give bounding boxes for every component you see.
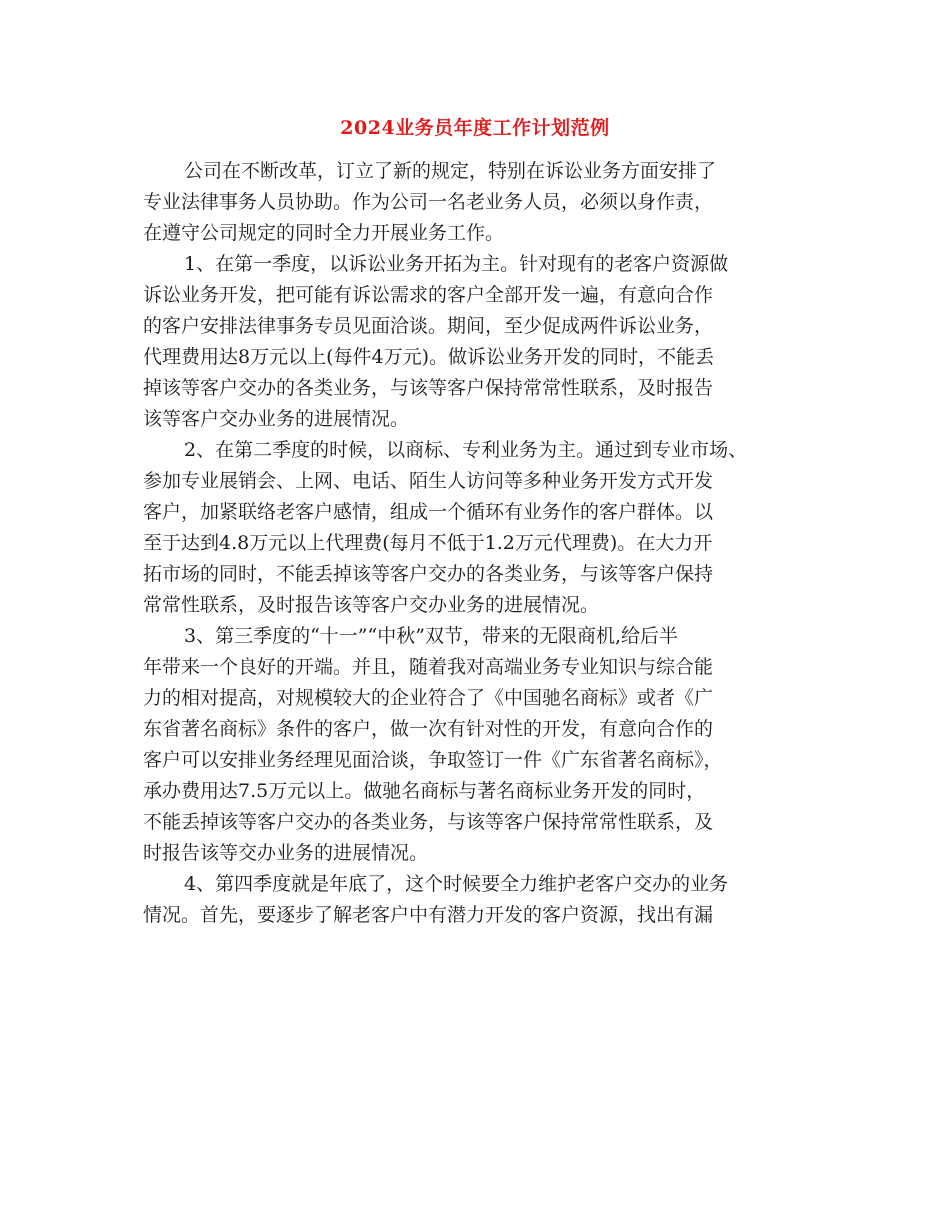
paragraph-5 [143,869,823,931]
paragraph-2 [143,249,823,435]
paragraph-line: 时报告该等交办业务的进展情况。 [143,842,429,864]
paragraph-line: 代理费用达8万元以上(每件4万元)。做诉讼业务开发的同时，不能丢 [143,346,715,368]
paragraph-line: 拓市场的同时，不能丢掉该等客户交办的各类业务，与该等客户保持 [143,563,714,585]
paragraph-line: 客户可以安排业务经理见面洽谈，争取签订一件《广东省著名商标》， [143,749,723,771]
paragraph-1 [143,156,823,249]
paragraph-line: 的客户安排法律事务专员见面洽谈。期间，至少促成两件诉讼业务， [143,315,714,337]
paragraph-line: 1、在第一季度，以诉讼业务开拓为主。针对现有的老客户资源做 [184,253,729,275]
paragraph-3 [143,435,823,621]
paragraph-line: 诉讼业务开发，把可能有诉讼需求的客户全部开发一遍，有意向合作 [143,284,714,306]
paragraph-line: 2、在第二季度的时候，以商标、专利业务为主。通过到专业市场、 [184,439,748,461]
paragraph-line: 至于达到4.8万元以上代理费(每月不低于1.2万元代理费)。在大力开 [143,532,713,554]
paragraph-line: 4、第四季度就是年底了，这个时候要全力维护老客户交办的业务 [184,873,729,895]
paragraph-line: 常常性联系，及时报告该等客户交办业务的进展情况。 [143,594,600,616]
paragraph-line: 掉该等客户交办的各类业务，与该等客户保持常常性联系，及时报告 [143,377,714,399]
paragraph-line: 在遵守公司规定的同时全力开展业务工作。 [143,222,505,244]
paragraph-line: 年带来一个良好的开端。并且，随着我对高端业务专业知识与综合能 [143,656,714,678]
document-body [143,156,823,931]
document-title: 2024业务员年度工作计划范例 [340,117,610,139]
paragraph-line: 力的相对提高，对规模较大的企业符合了《中国驰名商标》或者《广 [143,687,714,709]
paragraph-line: 参加专业展销会、上网、电话、陌生人访问等多种业务开发方式开发 [143,470,714,492]
paragraph-4 [143,621,823,869]
paragraph-line: 客户，加紧联络老客户感情，组成一个循环有业务作的客户群体。以 [143,501,714,523]
paragraph-line: 东省著名商标》条件的客户，做一次有针对性的开发，有意向合作的 [143,718,714,740]
paragraph-line: 专业法律事务人员协助。作为公司一名老业务人员，必须以身作责， [143,191,714,213]
paragraph-line: 公司在不断改革，订立了新的规定，特别在诉讼业务方面安排了 [184,160,717,182]
paragraph-line: 3、第三季度的“十一”“中秋”双节，带来的无限商机,给后半 [184,625,678,647]
paragraph-line: 承办费用达7.5万元以上。做驰名商标与著名商标业务开发的同时， [143,780,706,802]
paragraph-line: 不能丢掉该等客户交办的各类业务，与该等客户保持常常性联系，及 [143,811,714,833]
paragraph-line: 该等客户交办业务的进展情况。 [143,408,410,430]
paragraph-line: 情况。首先，要逐步了解老客户中有潜力开发的客户资源，找出有漏 [143,904,714,926]
